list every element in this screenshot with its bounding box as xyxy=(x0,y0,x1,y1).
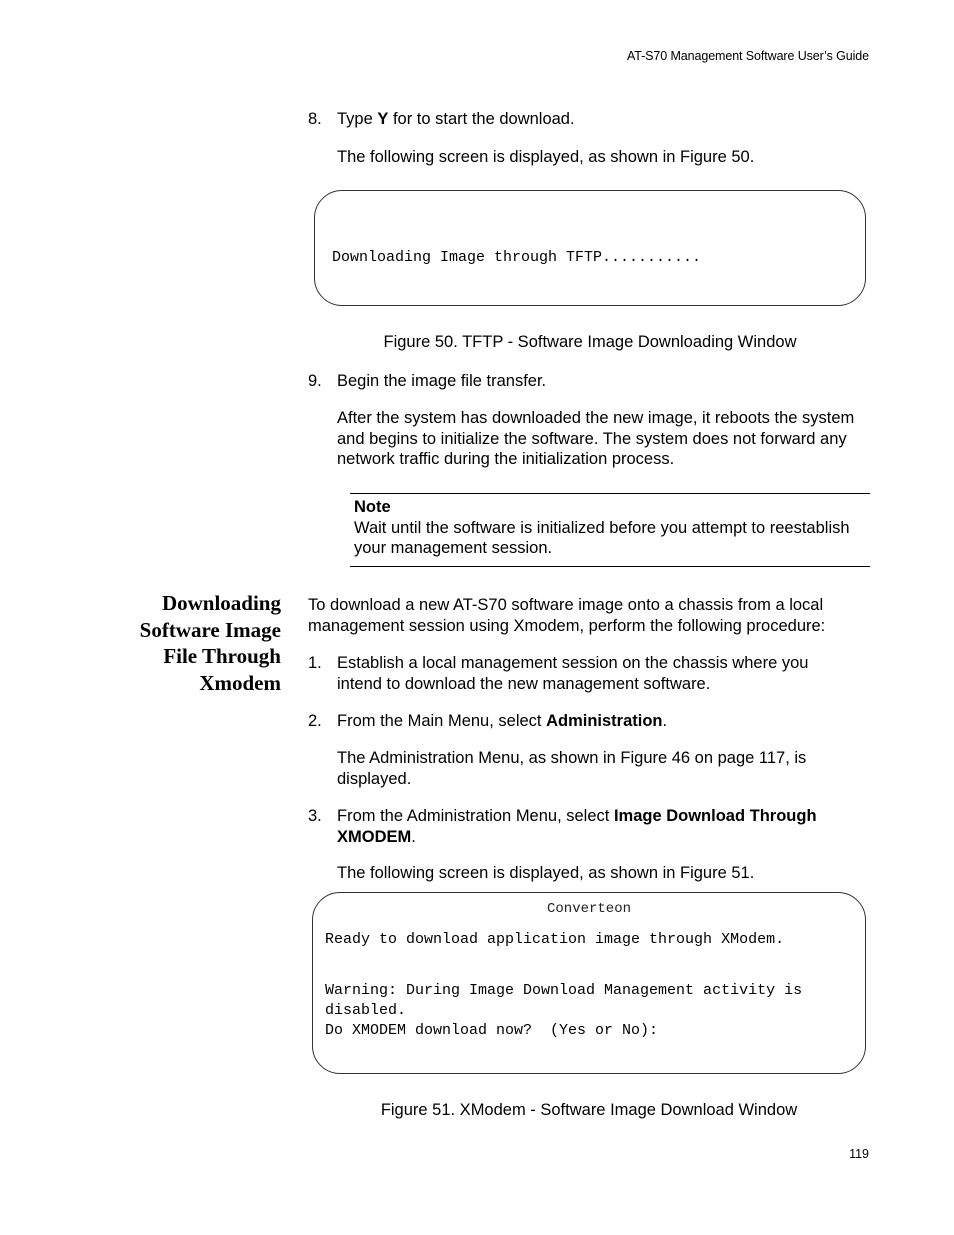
step-3-number: 3. xyxy=(308,807,322,825)
step-2-post: . xyxy=(662,712,668,730)
step-3-pre: From the Administration Menu, select xyxy=(337,807,614,825)
step-9-para-line: After the system has downloaded the new image, it reboots the system xyxy=(337,409,855,427)
step-9-paragraph xyxy=(337,408,854,470)
note-title: Note xyxy=(354,498,391,516)
figure-51-caption: Figure 51. XModem - Software Image Download Window xyxy=(380,1101,798,1119)
step-1-number: 1. xyxy=(308,654,322,672)
figure-50-caption: Figure 50. TFTP - Software Image Downloading Window xyxy=(383,333,797,351)
step-8-key: Y xyxy=(377,110,389,128)
step-2-text xyxy=(337,711,667,732)
note-line: Wait until the software is initialized before you attempt to reestablish xyxy=(354,518,850,537)
step-8-text xyxy=(337,109,575,130)
step-1-text xyxy=(337,653,808,694)
step-8-paragraph: The following screen is displayed, as shown in Figure 50. xyxy=(337,148,755,166)
intro-line: management session using Xmodem, perform the following procedure: xyxy=(308,616,826,635)
section-heading-line: Software Image xyxy=(139,617,281,642)
intro-line: To download a new AT-S70 software image onto a chassis from a local xyxy=(308,596,824,614)
step-9-para-line: and begins to initialize the software. The system does not forward any xyxy=(337,429,847,448)
step-2-para-line: displayed. xyxy=(337,769,412,788)
page-number: 119 xyxy=(849,1147,869,1161)
xmodem-warning-line-cont: disabled. xyxy=(325,1002,407,1019)
xmodem-prompt-line: Do XMODEM download now? (Yes or No): xyxy=(325,1022,659,1039)
step-2-paragraph xyxy=(337,748,806,789)
step-3-post: . xyxy=(411,827,416,846)
tftp-screen-window xyxy=(314,190,866,306)
xmodem-screen-window xyxy=(312,892,866,1074)
section-heading-line: Xmodem xyxy=(199,671,281,696)
section-heading-line: Downloading xyxy=(161,591,281,615)
step-2-menu-option: Administration xyxy=(546,712,663,730)
step-2-para-line: The Administration Menu, as shown in Figure 46 on page 117, is xyxy=(337,749,807,767)
section-intro xyxy=(308,595,825,636)
section-heading xyxy=(140,590,281,697)
step-3-menu-option-cont: XMODEM xyxy=(337,827,412,846)
xmodem-ready-line: Ready to download application image through XModem. xyxy=(325,931,785,948)
xmodem-warning-line: Warning: During Image Download Management activity is xyxy=(325,982,803,999)
running-header: AT-S70 Management Software User’s Guide xyxy=(626,49,869,63)
tftp-status-line: Downloading Image through TFTP........... xyxy=(332,249,702,266)
xmodem-screen-title: Converteon xyxy=(546,901,631,917)
step-2-pre: From the Main Menu, select xyxy=(337,712,547,730)
step-3-menu-option: Image Download Through xyxy=(613,807,817,825)
step-9-number: 9. xyxy=(308,372,322,390)
step-8-pre: Type xyxy=(337,110,378,128)
step-3-text xyxy=(337,806,817,847)
step-9-para-line: network traffic during the initialization process. xyxy=(337,450,675,468)
note-content xyxy=(354,497,850,559)
step-9-text: Begin the image file transfer. xyxy=(337,372,547,390)
section-heading-line: File Through xyxy=(163,644,281,669)
step-2-number: 2. xyxy=(308,712,322,730)
step-1-line: intend to download the new management software. xyxy=(337,674,711,693)
step-8-number: 8. xyxy=(308,110,322,128)
step-8-post: for to start the download. xyxy=(388,110,575,128)
step-1-line: Establish a local management session on the chassis where you xyxy=(337,654,809,672)
note-line: your management session. xyxy=(354,539,553,557)
step-3-paragraph: The following screen is displayed, as shown in Figure 51. xyxy=(337,864,755,882)
